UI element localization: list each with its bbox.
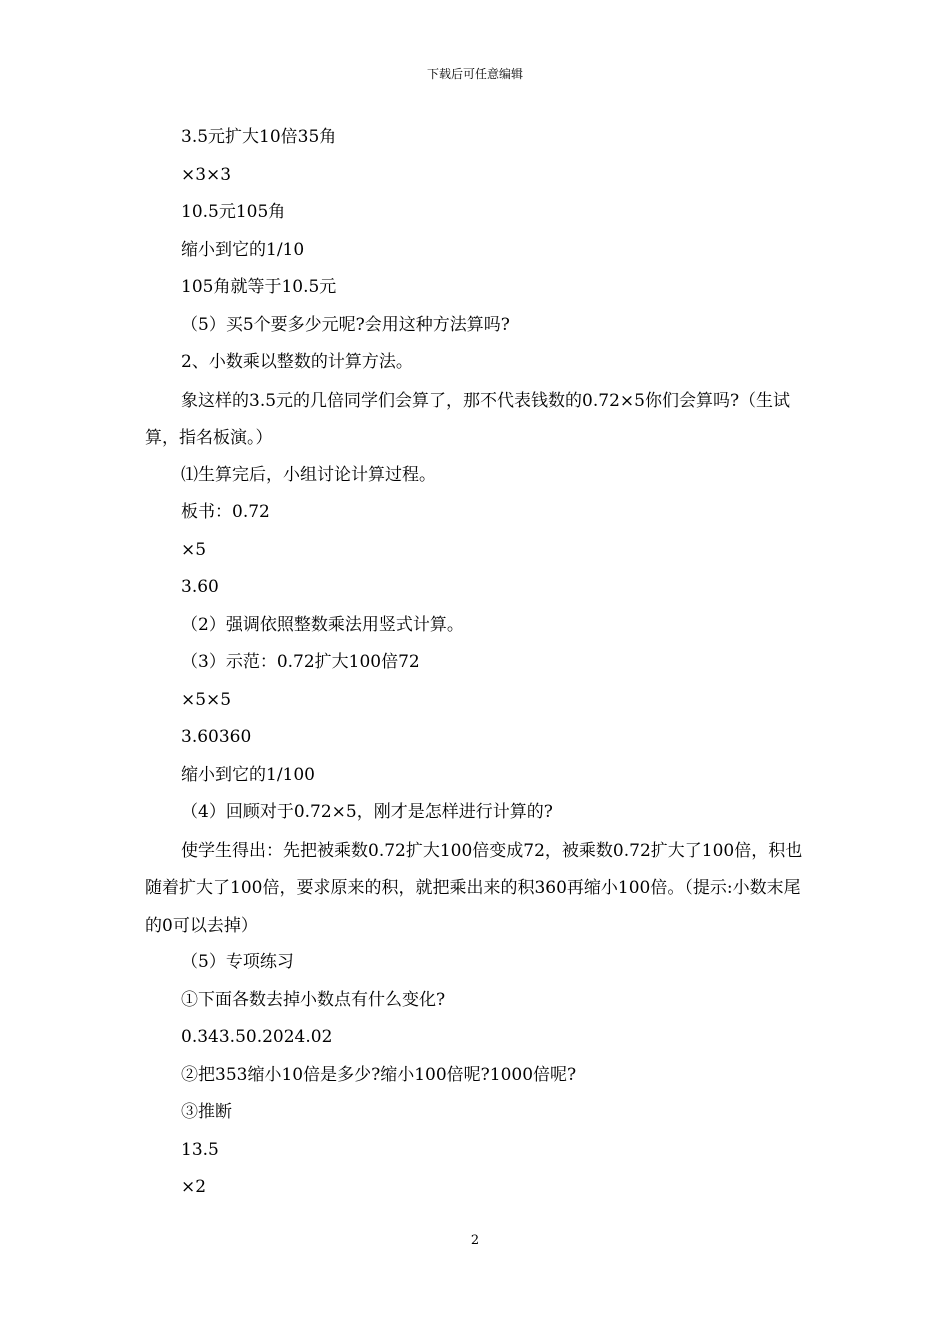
paragraph: （2）强调依照整数乘法用竖式计算。 <box>181 614 464 635</box>
page-number: 2 <box>470 1233 480 1248</box>
paragraph: （4）回顾对于0.72×5，刚才是怎样进行计算的? <box>181 802 553 822</box>
paragraph: ×5×5 <box>181 689 232 710</box>
paragraph: 板书：0.72 <box>181 502 270 522</box>
paragraph: ×3×3 <box>181 164 232 185</box>
paragraph: ×5 <box>181 539 207 560</box>
paragraph: 象这样的3.5元的几倍同学们会算了，那不代表钱数的0.72×5你们会算吗?（生试算，指名板演。） <box>145 390 791 448</box>
paragraph: ②把353缩小10倍是多少?缩小100倍呢?1000倍呢? <box>181 1064 577 1085</box>
paragraph: 105角就等于10.5元 <box>181 277 337 297</box>
paragraph: 10.5元105角 <box>181 202 286 222</box>
paragraph: 缩小到它的1/100 <box>181 764 315 785</box>
document-body <box>145 120 810 1208</box>
paragraph: 3.60360 <box>181 727 252 747</box>
paragraph: ⑴生算完后，小组讨论计算过程。 <box>181 464 436 485</box>
paragraph: 2、小数乘以整数的计算方法。 <box>181 352 413 372</box>
paragraph: （3）示范：0.72扩大100倍72 <box>181 652 420 672</box>
paragraph: ③推断 <box>181 1102 232 1122</box>
paragraph: 13.5 <box>181 1139 219 1160</box>
paragraph: 使学生得出：先把被乘数0.72扩大100倍变成72，被乘数0.72扩大了100倍，积也随着扩大了100倍，要求原来的积，就把乘出来的积360再缩小100倍。（提示:小数末尾的0可以去掉） <box>145 840 803 936</box>
paragraph: 缩小到它的1/10 <box>181 239 305 260</box>
paragraph: 3.60 <box>181 577 219 597</box>
paragraph: ×2 <box>181 1177 207 1197</box>
paragraph: ①下面各数去掉小数点有什么变化? <box>181 989 446 1010</box>
paragraph: （5）专项练习 <box>181 952 294 972</box>
page-header: 下载后可任意编辑 <box>426 67 523 81</box>
paragraph: 3.5元扩大10倍35角 <box>181 127 337 147</box>
paragraph: （5）买5个要多少元呢?会用这种方法算吗? <box>181 314 510 335</box>
paragraph: 0.343.50.2024.02 <box>181 1027 333 1047</box>
